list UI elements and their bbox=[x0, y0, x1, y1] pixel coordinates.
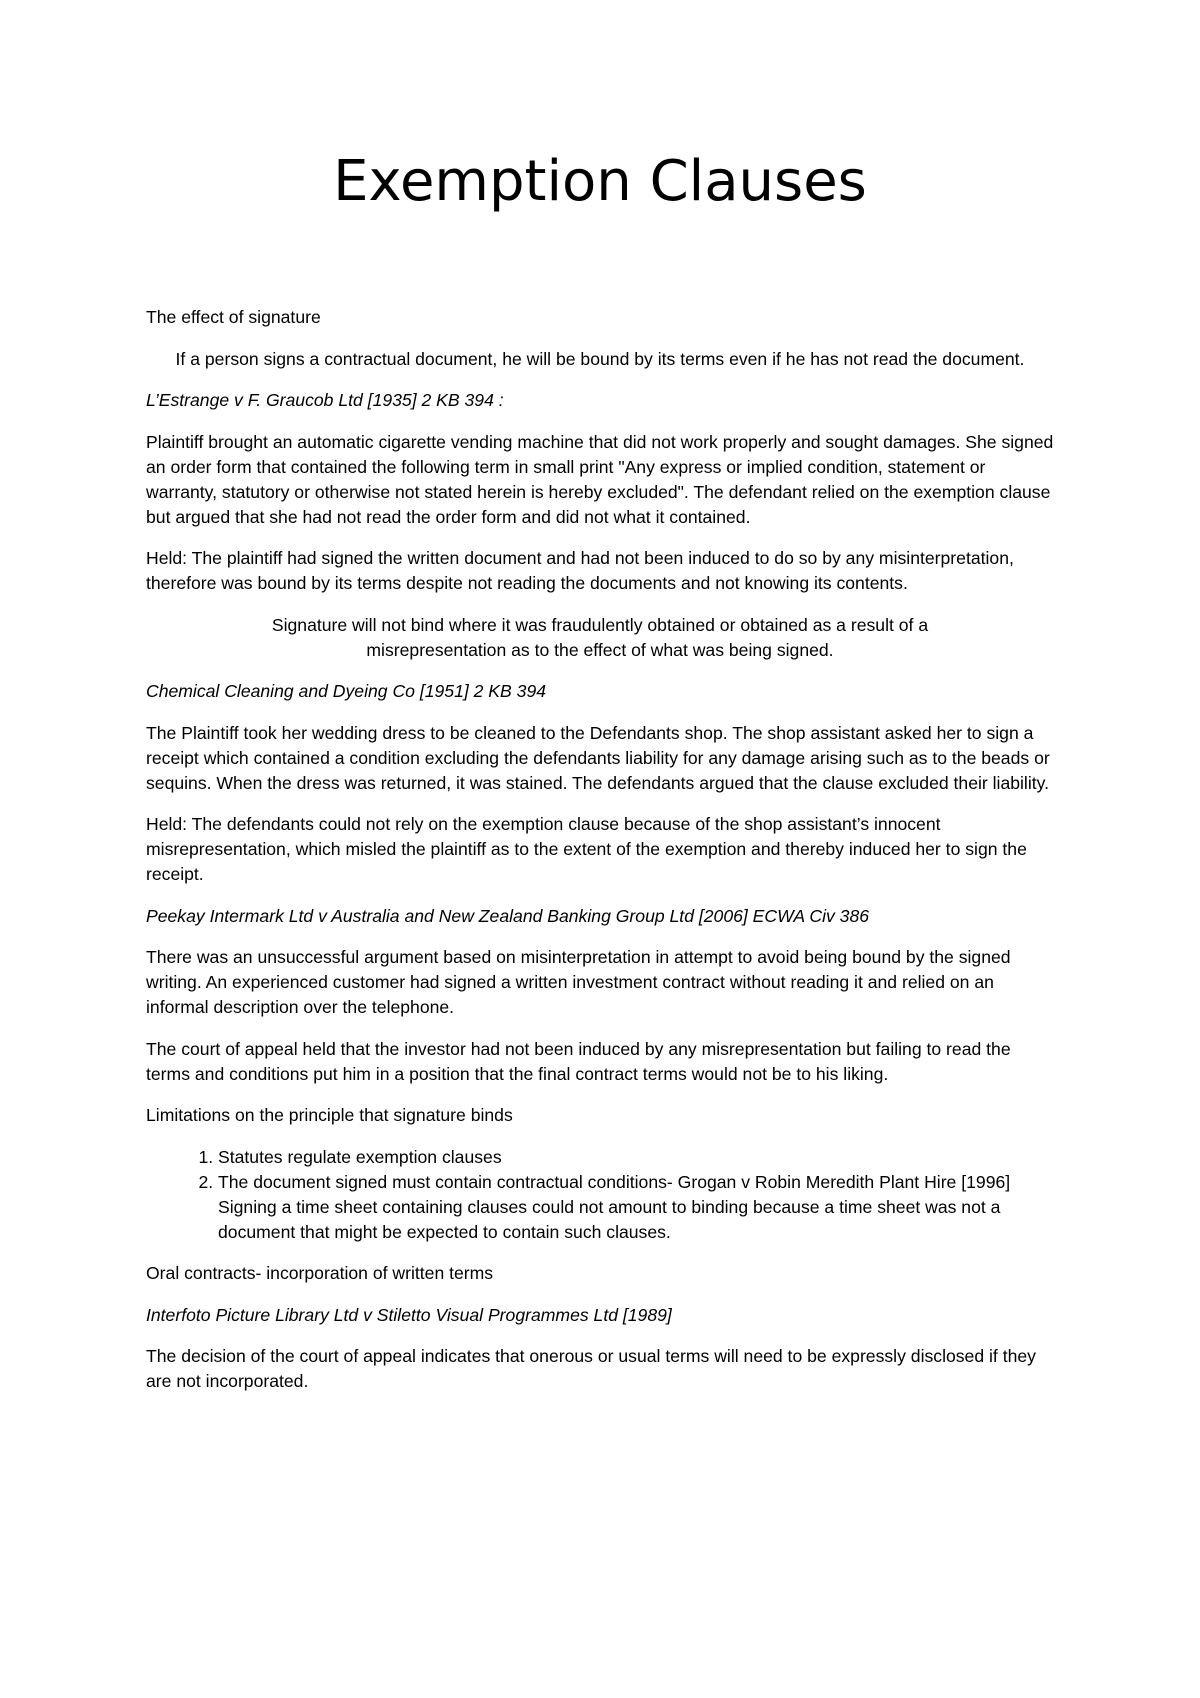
list-item-text: Statutes regulate exemption clauses bbox=[218, 1146, 502, 1167]
list-item bbox=[218, 1145, 1054, 1170]
principle-statement: If a person signs a contractual document, he will be bound by its terms even if he has not read the document. bbox=[175, 348, 1025, 369]
case-citation-peekay: Peekay Intermark Ltd v Australia and New Zealand Banking Group Ltd [2006] ECWA Civ 386 bbox=[146, 905, 870, 926]
case-held-interfoto: The decision of the court of appeal indicates that onerous or usual terms will need to be expressly disclosed if they are not incorporated. bbox=[146, 1346, 1036, 1391]
case-held-lestrange: Held: The plaintiff had signed the written document and had not been induced to do so by any misinterpretation, therefore was bound by its terms despite not reading the documents and not knowing its contents. bbox=[146, 548, 1014, 593]
case-held-chemical-cleaning: Held: The defendants could not rely on the exemption clause because of the shop assistant’s innocent misrepresentation, which misled the plaintiff as to the extent of the exemption and thereby induced her to sign the receipt. bbox=[146, 814, 1027, 884]
list-item-subtext: Signing a time sheet containing clauses could not amount to binding because a time sheet was not a document that might be expected to contain such clauses. bbox=[218, 1196, 1001, 1242]
principle-exception: Signature will not bind where it was fraudulently obtained or obtained as a result of a misrepresentation as to the effect of what was being signed. bbox=[271, 614, 929, 660]
case-facts-lestrange: Plaintiff brought an automatic cigarette vending machine that did not work properly and sought damages. She signed an order form that contained the following term in small print "Any express or implied condition, statement or warranty, statutory or otherwise not stated herein is hereby excluded". The defendant relied on the exemption clause but argued that she had not read the order form and did not what it contained. bbox=[146, 431, 1054, 527]
heading-oral-contracts: Oral contracts- incorporation of written terms bbox=[146, 1263, 494, 1283]
case-citation-interfoto: Interfoto Picture Library Ltd v Stiletto Visual Programmes Ltd [1989] bbox=[146, 1304, 672, 1325]
heading-effect-of-signature: The effect of signature bbox=[146, 307, 321, 327]
case-citation-lestrange: L’Estrange v F. Graucob Ltd [1935] 2 KB 394 : bbox=[146, 390, 504, 410]
case-facts-chemical-cleaning: The Plaintiff took her wedding dress to be cleaned to the Defendants shop. The shop assistant asked her to sign a receipt which contained a condition excluding the defendants liability for any damage arising such as to the beads or sequins. When the dress was returned, it was stained. The defendants argued that the clause excluded their liability. bbox=[146, 722, 1050, 793]
list-item-text: The document signed must contain contractual conditions- Grogan v Robin Meredith Plant Hire [1996] bbox=[218, 1171, 1011, 1192]
case-held-peekay: The court of appeal held that the investor had not been induced by any misrepresentation but failing to read the terms and conditions put him in a position that the final contract terms would not be to his liking. bbox=[146, 1038, 1011, 1084]
document-body bbox=[146, 305, 1054, 1394]
case-citation-chemical-cleaning: Chemical Cleaning and Dyeing Co [1951] 2 KB 394 bbox=[146, 681, 547, 701]
page-title: Exemption Clauses bbox=[333, 149, 867, 214]
list-item bbox=[218, 1170, 1054, 1245]
limitations-list bbox=[146, 1145, 1054, 1245]
heading-limitations: Limitations on the principle that signature binds bbox=[146, 1105, 513, 1125]
case-facts-peekay: There was an unsuccessful argument based on misinterpretation in attempt to avoid being bound by the signed writing. An experienced customer had signed a written investment contract without reading it and relied on an informal description over the telephone. bbox=[146, 947, 1011, 1017]
